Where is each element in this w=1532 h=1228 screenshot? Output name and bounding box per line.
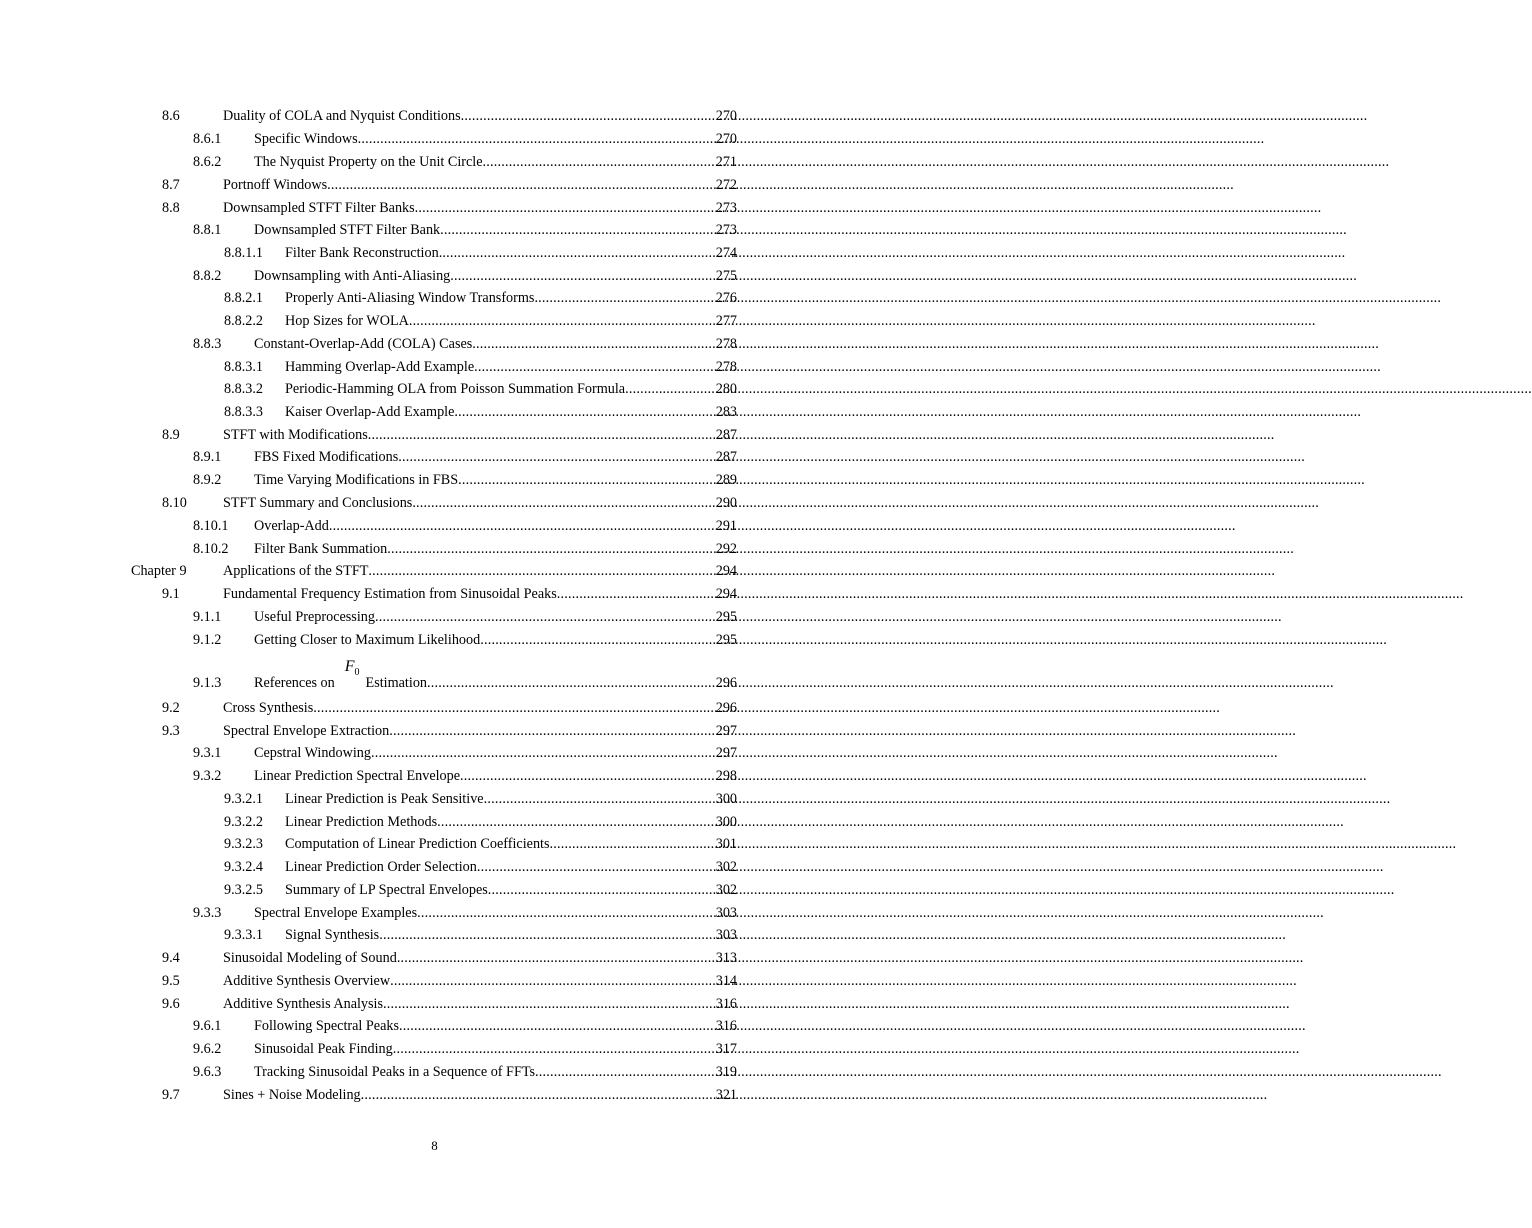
toc-entry-title bbox=[223, 424, 368, 446]
dot-leader bbox=[361, 1084, 716, 1106]
toc-entry[interactable] bbox=[0, 1015, 869, 1037]
toc-entry-number: 9.4 bbox=[162, 950, 180, 966]
toc-entry-title-text: Duality of COLA and Nyquist Conditions bbox=[223, 108, 461, 124]
toc-entry-title-text: Spectral Envelope Extraction bbox=[223, 723, 390, 739]
toc-entry-page: 316 bbox=[715, 996, 737, 1012]
dot-leader bbox=[625, 378, 716, 400]
toc-entry-title-text: Sinusoidal Peak Finding bbox=[254, 1041, 393, 1057]
toc-entry[interactable] bbox=[0, 583, 869, 605]
dot-leader bbox=[534, 287, 715, 309]
toc-entry-title-text: Downsampled STFT Filter Banks bbox=[223, 200, 415, 216]
toc-entry-title-text: Cepstral Windowing bbox=[254, 745, 371, 761]
toc-entry-title-text: Linear Prediction Methods bbox=[285, 814, 438, 830]
toc-entry-title bbox=[223, 583, 557, 605]
toc-entry-page: 273 bbox=[715, 200, 737, 216]
toc-entry-page: 321 bbox=[715, 1087, 737, 1103]
dot-leader bbox=[488, 879, 716, 901]
toc-entry-title-text: Kaiser Overlap-Add Example bbox=[285, 404, 455, 420]
toc-entry-number: 8.8.3 bbox=[193, 336, 222, 352]
toc-entry-title-text: Following Spectral Peaks bbox=[254, 1018, 400, 1034]
toc-entry[interactable] bbox=[0, 265, 869, 287]
dot-leader bbox=[557, 583, 716, 605]
toc-entry-title bbox=[254, 606, 375, 628]
toc-entry[interactable] bbox=[0, 287, 869, 309]
dot-leader bbox=[474, 356, 716, 378]
toc-entry-title-text: Filter Bank Reconstruction bbox=[285, 245, 439, 261]
toc-entry-title bbox=[254, 515, 329, 537]
toc-entry-title bbox=[254, 629, 480, 651]
toc-entry-number: 8.10.1 bbox=[193, 518, 229, 534]
toc-entry[interactable] bbox=[0, 174, 869, 196]
toc-entry-page: 289 bbox=[715, 472, 737, 488]
toc-entry-page: 283 bbox=[715, 404, 737, 420]
dot-leader bbox=[387, 538, 716, 560]
toc-entry-title bbox=[285, 856, 477, 878]
toc-entry-number: 8.8.2.2 bbox=[224, 313, 264, 329]
toc-entry-title-text: References on bbox=[254, 675, 335, 691]
toc-entry-page: 290 bbox=[715, 495, 737, 511]
dot-leader bbox=[409, 310, 716, 332]
dot-leader bbox=[417, 902, 716, 924]
toc-entry[interactable] bbox=[0, 424, 869, 446]
toc-entry-number: 8.6.1 bbox=[193, 131, 222, 147]
toc-entry-page: 316 bbox=[715, 1018, 737, 1034]
toc-entry-title bbox=[285, 788, 484, 810]
toc-entry-title bbox=[285, 924, 379, 946]
toc-entry-page: 314 bbox=[715, 973, 737, 989]
toc-entry[interactable] bbox=[0, 560, 869, 582]
toc-entry-number: 9.1 bbox=[162, 586, 180, 602]
toc-entry-title-text: Tracking Sinusoidal Peaks in a Sequence of FFTs bbox=[254, 1064, 536, 1080]
toc-entry-number: 9.3.2.4 bbox=[224, 859, 264, 875]
toc-entry-title-text: STFT with Modifications bbox=[223, 427, 368, 443]
toc-entry-page: 277 bbox=[715, 313, 737, 329]
toc-entry[interactable] bbox=[0, 105, 869, 127]
toc-entry-title bbox=[254, 219, 440, 241]
toc-entry-title bbox=[285, 833, 550, 855]
toc-entry-number: 9.3.3 bbox=[193, 905, 222, 921]
toc-entry-number: 9.3.2.5 bbox=[224, 882, 264, 898]
toc-entry-title-text: Downsampling with Anti-Aliasing bbox=[254, 268, 451, 284]
toc-entry-number: 8.10.2 bbox=[193, 541, 229, 557]
toc-entry-page: 297 bbox=[715, 745, 737, 761]
toc-entry[interactable] bbox=[0, 197, 869, 219]
toc-entry-title-text: Useful Preprocessing bbox=[254, 609, 375, 625]
toc-entry-title-text: FBS Fixed Modifications bbox=[254, 449, 399, 465]
toc-entry-title-text: Properly Anti-Aliasing Window Transforms bbox=[285, 290, 535, 306]
toc-entry-title bbox=[254, 902, 417, 924]
toc-entry[interactable] bbox=[0, 538, 869, 560]
toc-entry-number: 9.5 bbox=[162, 973, 180, 989]
toc-entry[interactable] bbox=[0, 765, 869, 787]
dot-leader bbox=[398, 446, 715, 468]
toc-entry-page: 300 bbox=[715, 791, 737, 807]
toc-entry-title bbox=[254, 333, 472, 355]
toc-entry[interactable] bbox=[0, 970, 869, 992]
toc-entry-page: 278 bbox=[715, 336, 737, 352]
toc-entry-page: 275 bbox=[715, 268, 737, 284]
dot-leader bbox=[327, 174, 716, 196]
toc-entry[interactable] bbox=[0, 219, 869, 241]
toc-entry-page: 294 bbox=[715, 563, 737, 579]
toc-entry-title bbox=[285, 310, 409, 332]
dot-leader bbox=[379, 924, 716, 946]
toc-entry-number: 8.7 bbox=[162, 177, 180, 193]
toc-entry-number: 8.8.2.1 bbox=[224, 290, 264, 306]
toc-entry[interactable] bbox=[0, 378, 869, 400]
toc-entry-title bbox=[285, 287, 534, 309]
toc-entry-page: 271 bbox=[715, 154, 737, 170]
dot-leader bbox=[480, 629, 716, 651]
dot-leader bbox=[550, 833, 716, 855]
toc-entry-number: 9.3 bbox=[162, 723, 180, 739]
toc-entry[interactable] bbox=[0, 356, 869, 378]
toc-entry-page: 303 bbox=[715, 927, 737, 943]
toc-entry-page: 303 bbox=[715, 905, 737, 921]
toc-entry-title-text: Sines + Noise Modeling bbox=[223, 1087, 361, 1103]
toc-entry-title-text: Portnoff Windows bbox=[223, 177, 328, 193]
dot-leader bbox=[484, 788, 716, 810]
toc-entry-title-text: Time Varying Modifications in FBS bbox=[254, 472, 459, 488]
toc-entry-title bbox=[254, 1061, 535, 1083]
toc-entry-page: 297 bbox=[715, 723, 737, 739]
toc-entry[interactable] bbox=[0, 606, 869, 628]
toc-entry-title bbox=[223, 720, 389, 742]
toc-entry-page: 294 bbox=[715, 586, 737, 602]
toc-entry-number: 8.8.2 bbox=[193, 268, 222, 284]
toc-entry-title bbox=[254, 469, 458, 491]
toc-entry-page: 276 bbox=[715, 290, 737, 306]
toc-entry[interactable] bbox=[0, 128, 869, 150]
dot-leader bbox=[450, 265, 715, 287]
toc-entry-number: 9.1.1 bbox=[193, 609, 222, 625]
toc-entry-page: 272 bbox=[715, 177, 737, 193]
toc-entry-page: 295 bbox=[715, 632, 737, 648]
toc-entry-title-text: Getting Closer to Maximum Likelihood bbox=[254, 632, 481, 648]
dot-leader bbox=[439, 242, 716, 264]
toc-entry[interactable] bbox=[0, 446, 869, 468]
dot-leader bbox=[393, 1038, 716, 1060]
toc-entry-title-text: Additive Synthesis Overview bbox=[223, 973, 391, 989]
toc-entry-title-text: Periodic-Hamming OLA from Poisson Summation Formula bbox=[285, 381, 626, 397]
toc-entry-title bbox=[254, 658, 428, 700]
toc-entry[interactable] bbox=[0, 515, 869, 537]
toc-entry-page: 302 bbox=[715, 882, 737, 898]
toc-entry-number: 9.2 bbox=[162, 700, 180, 716]
toc-entry-title bbox=[223, 947, 397, 969]
toc-entry-title-text: Downsampled STFT Filter Bank bbox=[254, 222, 441, 238]
dot-leader bbox=[427, 672, 716, 694]
toc-entry-number: 8.8.1 bbox=[193, 222, 222, 238]
toc-entry-number: 8.8.3.3 bbox=[224, 404, 264, 420]
toc-entry-number: 9.1.3 bbox=[193, 675, 222, 691]
toc-entry-title bbox=[223, 697, 313, 719]
toc-entry-title-text: Linear Prediction Spectral Envelope bbox=[254, 768, 461, 784]
toc-entry[interactable] bbox=[0, 879, 869, 901]
toc-entry-title bbox=[254, 1015, 399, 1037]
toc-entry-page: 301 bbox=[715, 836, 737, 852]
toc-entry-title-text: Linear Prediction Order Selection bbox=[285, 859, 477, 875]
toc-entry-page: 287 bbox=[715, 427, 737, 443]
toc-entry[interactable] bbox=[0, 310, 869, 332]
toc-entry[interactable] bbox=[0, 811, 869, 833]
toc-entry-title bbox=[223, 197, 415, 219]
toc-entry[interactable] bbox=[0, 720, 869, 742]
toc-entry-page: 270 bbox=[715, 131, 737, 147]
toc-entry-number: 9.3.3.1 bbox=[224, 927, 264, 943]
toc-entry-page: 317 bbox=[715, 1041, 737, 1057]
toc-entry-page: 274 bbox=[715, 245, 737, 261]
toc-entry-title bbox=[223, 560, 368, 582]
toc-entry-number: 9.3.2.2 bbox=[224, 814, 264, 830]
dot-leader bbox=[383, 993, 716, 1015]
toc-entry[interactable] bbox=[0, 833, 869, 855]
toc-entry[interactable] bbox=[0, 993, 869, 1015]
toc-entry-title bbox=[223, 970, 390, 992]
toc-entry-title bbox=[285, 811, 437, 833]
toc-entry-number: 9.6.1 bbox=[193, 1018, 222, 1034]
formula-symbol: F bbox=[344, 658, 355, 675]
toc-entry[interactable] bbox=[0, 788, 869, 810]
toc-entry-number: 9.3.2.3 bbox=[224, 836, 264, 852]
toc-entry-page: 313 bbox=[715, 950, 737, 966]
toc-entry-number: 8.8.1.1 bbox=[224, 245, 264, 261]
toc-entry-page: 287 bbox=[715, 449, 737, 465]
toc-entry[interactable] bbox=[0, 924, 869, 946]
dot-leader bbox=[460, 765, 716, 787]
toc-entry-title-text: Signal Synthesis bbox=[285, 927, 380, 943]
toc-entry[interactable] bbox=[0, 629, 869, 651]
toc-entry[interactable] bbox=[0, 856, 869, 878]
toc-entry-number: 8.9 bbox=[162, 427, 180, 443]
dot-leader bbox=[368, 560, 715, 582]
toc-entry-number: 9.3.2.1 bbox=[224, 791, 264, 807]
toc-entry[interactable] bbox=[0, 469, 869, 491]
dot-leader bbox=[368, 424, 716, 446]
toc-entry[interactable] bbox=[0, 151, 869, 173]
toc-entry-title-text: Sinusoidal Modeling of Sound bbox=[223, 950, 397, 966]
toc-entry-title bbox=[254, 538, 387, 560]
toc-entry-title-text: Filter Bank Summation bbox=[254, 541, 388, 557]
toc-entry[interactable] bbox=[0, 401, 869, 423]
toc-entry-page: 296 bbox=[715, 675, 737, 691]
toc-entry-page: 296 bbox=[715, 700, 737, 716]
dot-leader bbox=[375, 606, 716, 628]
toc-entry-page: 298 bbox=[715, 768, 737, 784]
toc-entry-title bbox=[285, 401, 454, 423]
toc-entry-title-text: Hamming Overlap-Add Example bbox=[285, 359, 475, 375]
formula-subscript: 0 bbox=[354, 667, 360, 679]
dot-leader bbox=[358, 128, 716, 150]
toc-entry-title bbox=[285, 242, 439, 264]
toc-entry[interactable] bbox=[0, 1061, 869, 1083]
toc-entry-title bbox=[254, 128, 358, 150]
toc-entry-title bbox=[285, 879, 488, 901]
toc-entry-page: 319 bbox=[715, 1064, 737, 1080]
toc-entry[interactable] bbox=[0, 902, 869, 924]
toc-entry-title-text: Linear Prediction is Peak Sensitive bbox=[285, 791, 484, 807]
toc-entry-number: 8.9.2 bbox=[193, 472, 222, 488]
toc-entry-number: 8.9.1 bbox=[193, 449, 222, 465]
toc-entry-title-text: Specific Windows bbox=[254, 131, 358, 147]
dot-leader bbox=[412, 492, 715, 514]
toc-entry[interactable] bbox=[0, 742, 869, 764]
dot-leader bbox=[477, 856, 716, 878]
toc-entry[interactable] bbox=[0, 242, 869, 264]
toc-entry-page: 278 bbox=[715, 359, 737, 375]
toc-entry-page: 270 bbox=[715, 108, 737, 124]
toc-entry-page: 295 bbox=[715, 609, 737, 625]
toc-entry-title-text: Computation of Linear Prediction Coefficients bbox=[285, 836, 550, 852]
toc-entry-title bbox=[223, 492, 412, 514]
toc-entry[interactable] bbox=[0, 1084, 869, 1106]
toc-entry-number: 9.6.2 bbox=[193, 1041, 222, 1057]
toc-entry-title bbox=[223, 174, 327, 196]
toc-entry-number: 8.8.3.2 bbox=[224, 381, 264, 397]
page-number: 8 bbox=[431, 1138, 438, 1153]
toc-entry-title bbox=[223, 1084, 361, 1106]
toc-entry-page: 291 bbox=[715, 518, 737, 534]
toc-entry-number: Chapter 9 bbox=[131, 563, 187, 579]
toc-entry-title bbox=[254, 765, 460, 787]
formula-f0 bbox=[344, 658, 360, 679]
toc-entry-title-text: Additive Synthesis Analysis bbox=[223, 996, 384, 1012]
toc-entry-title-text: Cross Synthesis bbox=[223, 700, 314, 716]
toc-entry-title-text: Fundamental Frequency Estimation from Sinusoidal Peaks bbox=[223, 586, 557, 602]
toc-entry-number: 9.3.2 bbox=[193, 768, 222, 784]
toc-entry-title bbox=[285, 378, 625, 400]
toc-entry-page: 302 bbox=[715, 859, 737, 875]
toc-entry-title-text: Hop Sizes for WOLA bbox=[285, 313, 409, 329]
dot-leader bbox=[390, 970, 716, 992]
toc-entry-number: 8.8.3.1 bbox=[224, 359, 264, 375]
toc-entry-page: 292 bbox=[715, 541, 737, 557]
toc-entry-page: 300 bbox=[715, 814, 737, 830]
toc-entry-title bbox=[223, 993, 383, 1015]
dot-leader bbox=[535, 1061, 716, 1083]
toc-entry-title-text: Estimation bbox=[365, 675, 428, 691]
toc-entry-number: 8.8 bbox=[162, 200, 180, 216]
toc-entry-title-text: Applications of the STFT bbox=[223, 563, 369, 579]
toc-entry-number: 9.1.2 bbox=[193, 632, 222, 648]
toc-entry-title bbox=[254, 1038, 393, 1060]
toc-entry-title-text: Spectral Envelope Examples bbox=[254, 905, 418, 921]
dot-leader bbox=[472, 333, 715, 355]
toc-entry-title-text: STFT Summary and Conclusions bbox=[223, 495, 413, 511]
toc-entry-title-text: The Nyquist Property on the Unit Circle bbox=[254, 154, 483, 170]
dot-leader bbox=[397, 947, 716, 969]
toc-entry[interactable] bbox=[0, 697, 869, 719]
toc-entry-page: 280 bbox=[715, 381, 737, 397]
dot-leader bbox=[313, 697, 715, 719]
toc-entry[interactable] bbox=[0, 947, 869, 969]
dot-leader bbox=[415, 197, 716, 219]
dot-leader bbox=[437, 811, 716, 833]
toc-entry-title bbox=[254, 742, 371, 764]
toc-entry[interactable] bbox=[0, 658, 869, 694]
dot-leader bbox=[329, 515, 716, 537]
dot-leader bbox=[483, 151, 716, 173]
toc-entry-title-text: Overlap-Add bbox=[254, 518, 329, 534]
dot-leader bbox=[371, 742, 716, 764]
toc-entry-title-text: Summary of LP Spectral Envelopes bbox=[285, 882, 488, 898]
dot-leader bbox=[399, 1015, 716, 1037]
toc-entry-page: 273 bbox=[715, 222, 737, 238]
toc-entry-title bbox=[285, 356, 474, 378]
toc-entry-number: 9.7 bbox=[162, 1087, 180, 1103]
toc-entry-number: 8.6.2 bbox=[193, 154, 222, 170]
toc-entry[interactable] bbox=[0, 1038, 869, 1060]
dot-leader bbox=[440, 219, 716, 241]
dot-leader bbox=[389, 720, 715, 742]
toc-entry-title-text: Constant-Overlap-Add (COLA) Cases bbox=[254, 336, 473, 352]
toc-entry[interactable] bbox=[0, 333, 869, 355]
dot-leader bbox=[461, 105, 716, 127]
toc-entry-number: 9.3.1 bbox=[193, 745, 222, 761]
dot-leader bbox=[458, 469, 716, 491]
toc-entry[interactable] bbox=[0, 492, 869, 514]
toc-entry-number: 8.6 bbox=[162, 108, 180, 124]
toc-entry-number: 8.10 bbox=[162, 495, 187, 511]
toc-entry-title bbox=[223, 105, 461, 127]
toc-entry-title bbox=[254, 151, 483, 173]
toc-entry-title bbox=[254, 265, 450, 287]
toc-entry-number: 9.6 bbox=[162, 996, 180, 1012]
toc-entry-number: 9.6.3 bbox=[193, 1064, 222, 1080]
toc-entry-title bbox=[254, 446, 398, 468]
dot-leader bbox=[454, 401, 715, 423]
